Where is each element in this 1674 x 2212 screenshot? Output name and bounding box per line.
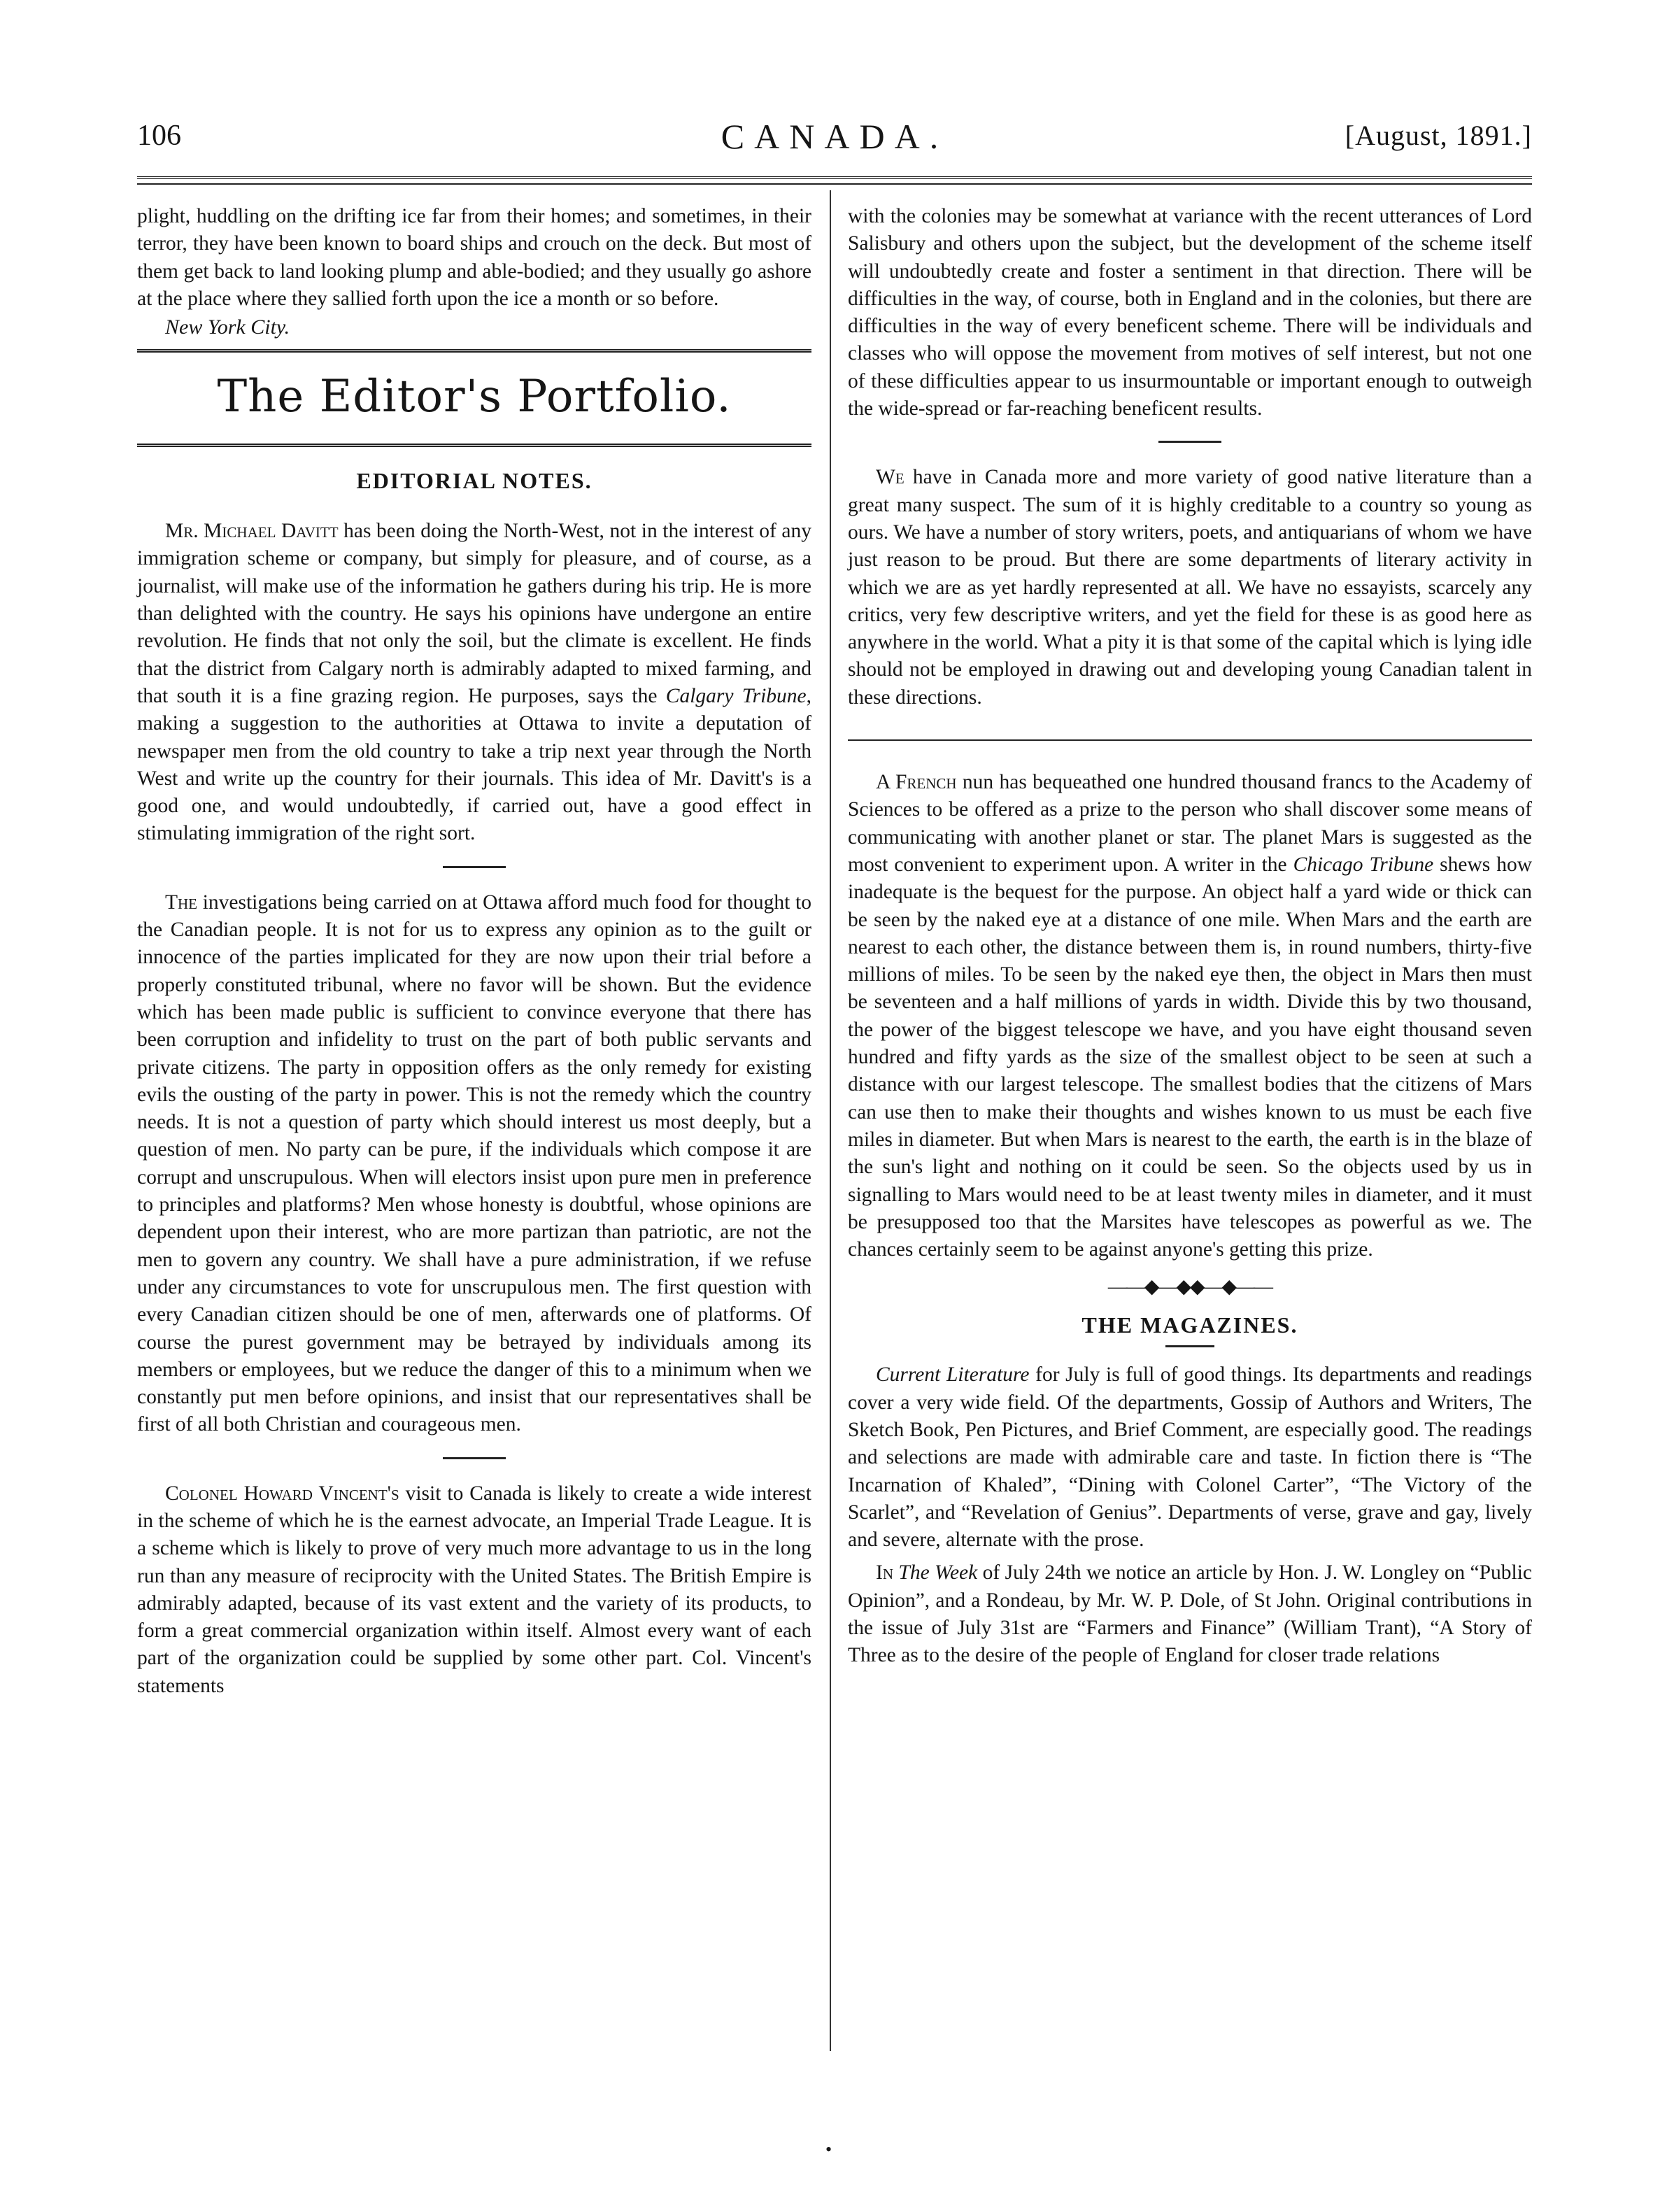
editorial-note-mars: A French nun has bequeathed one hundred thousand francs to the Academy of Sciences to be offered as a prize to the person who shall discover some means of communicating with another planet or star. The planet Mars is suggested as the most convenient to experiment upon. A writer in the Chicago Tribune shews how inadequate is the bequest for the purpose. An object half a yard wide or thick can be seen by the naked eye at a distance of one mile. When Mars and the earth are nearest to each other, the distance between them is, in round numbers, thirty-five millions of miles. To be seen by the naked eye then, the object in Mars then must be seventeen and a half millions of yards in width. Divide this by two thousand, the power of the biggest telescope we have, and you have eight thousand seven hundred and fifty yards as the size of the smallest object to be seen at such a distance with our largest telescope. The smallest bodies that the citizens of Mars can use then to make their thoughts and wishes known to us must be each five miles in diameter. But when Mars is nearest to the earth, the earth is in the blaze of the sun's light and nothing on it could be seen. So the objects used by us in signalling to Mars would need to be at least twenty miles in diameter, and it must be presupposed too that the Marsites have telescopes as powerful as we. The chances certainly seem to be against anyone's getting this prize. [848, 771, 1533, 1261]
portfolio-title: The Editor's Portfolio. [217, 371, 732, 423]
editorial-note-literature: We have in Canada more and more variety of good native literature than a great many suspect. The sum of it is highly creditable to a country so young as ours. We have a number of story writers, poets, and antiquarians of whom we have just reason to be proud. But there are some departments of literary activity in which we are as yet hardly represented at all. We have no essayists, scarcely any critics, very few descriptive writers, and yet the field for these is as good here as anywhere in the world. What a pity it is that some of the capital which is lying idle should not be employed in drawing out and developing young Canadian talent in these directions. [848, 466, 1532, 709]
editorial-note-vincent-cont: with the colonies may be somewhat at variance with the recent utterances of Lord Salisbury and others upon the subject, but the development of the scheme itself will undoubtedly create and foster a sentiment in that direction. There will be difficulties in the way, of course, both in England and in the colonies, but there are difficulties in the way of every beneficent scheme. There will be individuals and classes who will oppose the movement from motives of self interest, but not one of these difficulties appear to us insurmountable or important enough to outweigh the wide-spread or far-reaching beneficent results. [848, 205, 1532, 420]
editorial-note-vincent: Colonel Howard Vincent's visit to Canada is likely to create a wide interest in the scheme of which he is the earnest advocate, an Imperial Trade League. It is a scheme which is likely to prove of very much more advantage to us in the long run than any measure of reciprocity with the United States. The British Empire is admirably adapted, because of its vast extent and the variety of its products, to form a great commercial organization within itself. Almost every want of each part of the organization could be supplied by some other part. Col. Vincent's statements [137, 1482, 811, 1697]
footer-mark: • [825, 2139, 832, 2160]
article-continuation: plight, huddling on the drifting ice far from their homes; and sometimes, in their terror, they have been known to board ships and crouch on the deck. But most of them get back to land looking plump and able-bodied; and they usually go ashore at the place where they sallied forth upon the ice a month or so before. [137, 205, 811, 310]
section-rule [137, 444, 811, 447]
issue-date: [August, 1891.] [1345, 120, 1532, 151]
heading-underline [1165, 1345, 1214, 1347]
magazine-note-the-week: In The Week of July 24th we notice an article by Hon. J. W. Longley on “Public Opinion”, and a Rondeau, by Mr. W. P. Dole, of St John. Original contributions in the issue of July 31st are “Farmers and Finance” (William Trant), “A Story of Three as to the desire of the people of England for closer trade relations [848, 1561, 1533, 1667]
header-rule-thin [137, 183, 1532, 185]
page-header [137, 119, 1532, 161]
ornament-divider: ——◆—◆◆—◆—— [1107, 1276, 1272, 1298]
note-separator [443, 1457, 506, 1459]
section-rule [137, 349, 811, 353]
article-signature: New York City. [165, 316, 290, 339]
magazine-note-current-literature: Current Literature for July is full of good things. Its departments and readings cover a very wide field. Of the departments, Gossip of Authors and Writers, The Sketch Book, Pen Pictures, and Brief Comment, are especially good. The readings and selections are made with admirable care and taste. In fiction there is “The Incarnation of Khaled”, “Dining with Colonel Carter”, “The Victory of the Scarlet”, and “Revelation of Genius”. Departments of verse, grave and gay, lively and severe, alternate with the prose. [848, 1363, 1532, 1552]
masthead: CANADA. [721, 117, 949, 156]
left-column [137, 203, 811, 1700]
note-separator [1158, 441, 1221, 443]
editorial-note-davitt: Mr. Michael Davitt has been doing the North-West, not in the interest of any immigration scheme or company, but simply for pleasure, and of course, as a journalist, will make use of the information he gathers during his trip. He is more than delighted with the country. He says his opinions have undergone an entire revolution. He finds that not only the soil, but the climate is excellent. He finds that the district from Calgary north is admirably adapted to mixed farming, and that south it is a fine grazing region. He purposes, says the Calgary Tribune, making a suggestion to the authorities at Ottawa to invite a deputation of newspaper men from the old country to take a trip next year through the North West and write up the country for their journals. This idea of Mr. Davitt's is a good one, and would undoubtedly, if carried out, have a good effect in stimulating immigration of the right sort. [137, 520, 811, 845]
magazines-heading: THE MAGAZINES. [1081, 1312, 1298, 1338]
right-column [848, 203, 1532, 1670]
page-number: 106 [137, 120, 181, 152]
note-separator [443, 866, 506, 868]
editorial-note-ottawa: The investigations being carried on at Ottawa afford much food for thought to the Canadian people. It is not for us to express any opinion as to the guilt or innocence of the parties implicated for they are now upon their trial before a properly constituted tribunal, where no favor will be shown. But the evidence which has been made public is sufficient to convince everyone that there has been corruption and infidelity to trust on the part of both public servants and private citizens. The party in opposition offers as the only remedy for existing evils the ousting of the party in power. This is not the remedy which the country needs. It is not a question of party which should interest us most deeply, but a question of men. No party can be pure, if the individuals which compose it are corrupt and unscrupulous. When will electors insist upon pure men in preference to principles and platforms? Men whose honesty is doubtful, whose opinions are dependent upon their interest, who are more partizan than patriotic, are not the men to govern any country. We shall have a pure administration, if we refuse under any circumstances to vote for unscrupulous men. The first question with every Canadian citizen should be one of men, afterwards one of platforms. Of course the purest government may be betrayed by individuals among its members or employees, but we reduce the danger of this to a minimum when we constantly put men before opinions, and insist that our representatives shall be first of all both Christian and courageous men. [137, 891, 811, 1436]
column-divider [830, 190, 831, 2051]
header-rule [137, 176, 1532, 179]
editorial-heading: EDITORIAL NOTES. [356, 468, 593, 494]
